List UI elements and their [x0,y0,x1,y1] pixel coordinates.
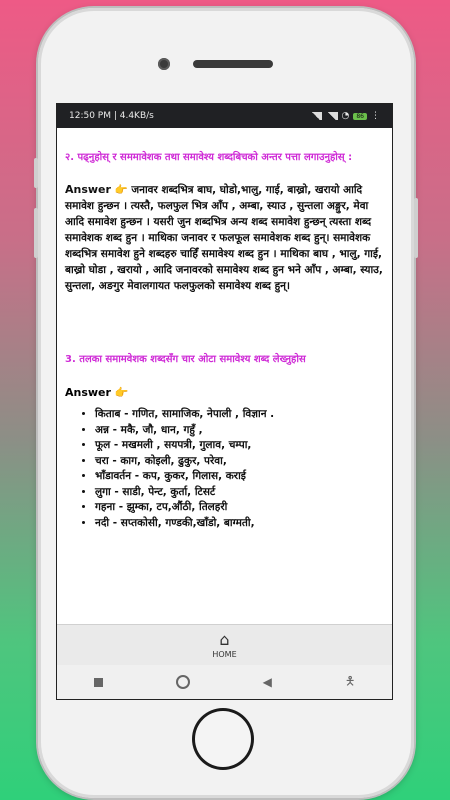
home-label: HOME [212,649,237,659]
list-item: • चरा - काग, कोइली, ढुकुर, परेवा, [95,454,384,470]
content-area[interactable] [57,128,392,647]
answer-text: जनावर शब्दभित्र बाघ, घोडो,भालु, गाई, बाख्रो, खरायो आदि समावेश हुन्छन । त्यस्तै, फलफुल भित्र आँप , अम्बा, स्याउ , सुन्तला अङ्गुर, मेवा आदि समावेश हुन्छन । यसरी जुन शब्दभित्र अन्य शब्द समावेश हुन्छन् त्यस्ता शब्द समावेशक शब्द हुन । माथिका जनावर र फलफूल समावेशक शब्द हुन्। समावेशक शब्दभित्र समावेश हुने शब्दहरु चाहिँ समावेश्य शब्द हुन । माथिका बाघ , भालु, गाई, बाख्रो घोडा , खरायो , आदि जनावरको समावेश्य शब्द हुन भने आँप , अम्बा, स्याउ, सुन्तला, अङगुर मेवालगायत फलफुलको समावेश्य शब्द हुन्। [65,184,383,292]
back-icon[interactable]: ◀ [262,675,272,689]
list-item: • भाँडावर्तन - कप, कुकर, गिलास, कराई [95,469,384,485]
pointing-hand-icon: 👉 [114,184,128,196]
list-item: • नदी - सप्तकोसी, गण्डकी,खाँडो, बाग्मती, [95,516,384,532]
power-button [414,198,418,258]
more-icon: ⋮ [371,111,380,121]
signal-icon [326,112,338,120]
answer-3-heading [65,386,384,399]
phone-screen [56,103,393,700]
volume-button [34,208,38,258]
status-time: 12:50 PM | 4.4KB/s [69,111,154,121]
status-bar [57,104,392,128]
list-item: • लुगा - साडी, पेन्ट, कुर्ता, टिसर्ट [95,485,384,501]
system-navigation-bar [57,665,392,699]
physical-home-button[interactable] [192,708,254,770]
list-item: • किताब - गणित, सामाजिक, नेपाली , विज्ञान . [95,407,384,423]
recent-apps-icon[interactable] [94,678,103,687]
home-icon: ⌂ [219,629,230,649]
status-icons [310,111,381,121]
answer-3-list [65,407,384,531]
front-camera [158,58,170,70]
question-2: २. पढ्नुहोस् र सममावेशक तथा समावेश्य शब्दबिचको अन्तर पत्ता लगाउनुहोस् : [65,152,353,163]
bottom-nav-home[interactable] [57,624,392,665]
answer-label: Answer [65,183,111,196]
question-3: 3. तलका समामवेशक शब्दसँग चार ओटा समावेश्य शब्द लेख्नुहोस [65,354,306,365]
answer-2 [65,182,384,294]
list-item: • गहना - झुम्का, टप,औंठी, तिलहरी [95,500,384,516]
accessibility-icon[interactable]: 🯅 [344,673,356,688]
list-item: • अन्न - मकै, जौ, धान, गहुँ , [95,423,384,439]
home-circle-icon[interactable] [176,675,190,689]
volume-button [34,158,38,188]
pointing-hand-icon: 👉 [114,386,129,399]
answer-label: Answer [65,386,111,399]
wifi-icon: ◔ [341,111,350,121]
earpiece-speaker [193,60,273,68]
battery-icon: 86 [353,113,367,120]
signal-icon [310,112,322,120]
list-item: • फूल - मखमली , सयपत्री, गुलाव, चम्पा, [95,438,384,454]
